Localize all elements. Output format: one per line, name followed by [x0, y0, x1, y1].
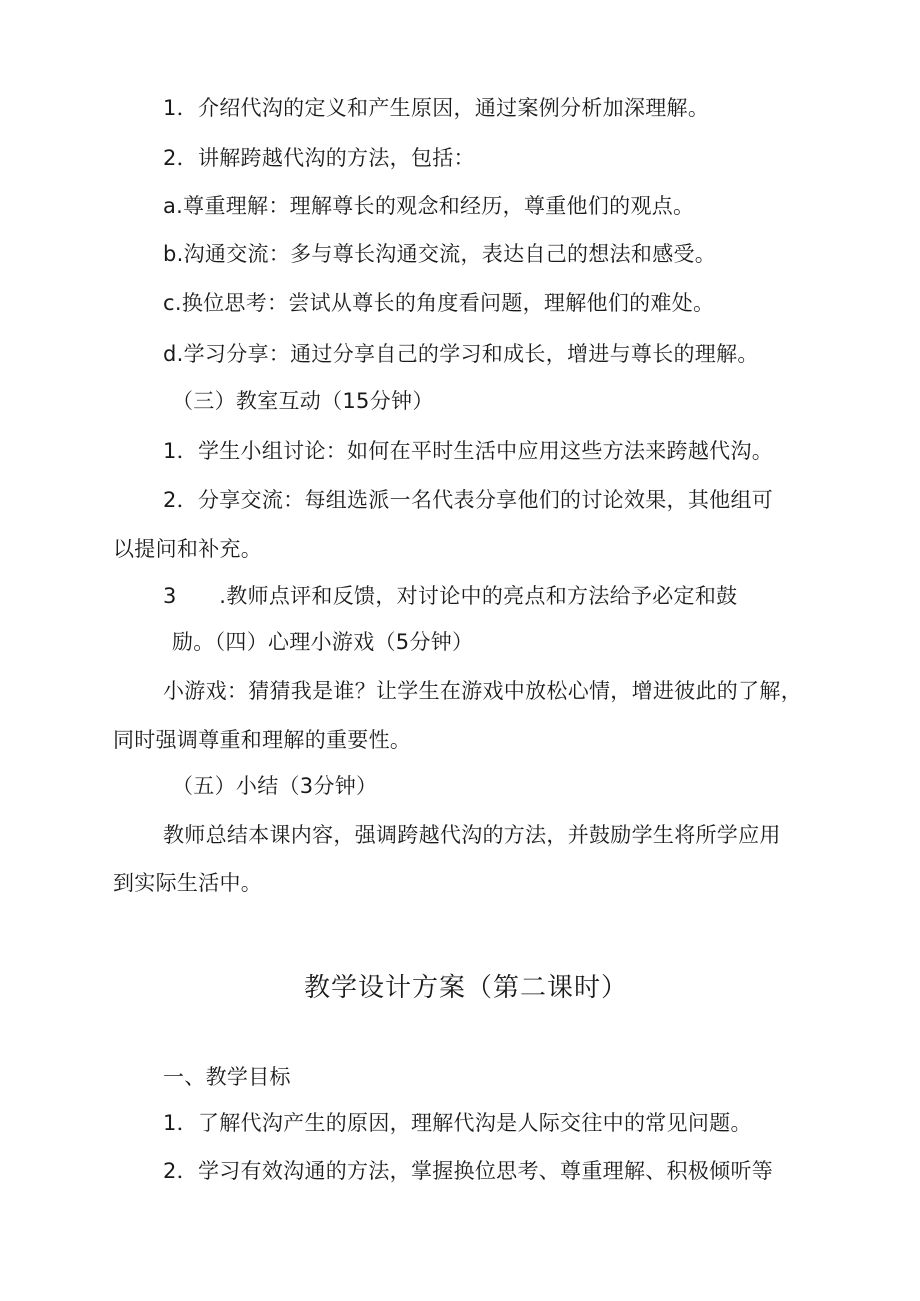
paragraph-line: c.换位思考：尝试从尊长的角度看问题，理解他们的难处。 — [163, 291, 715, 315]
subsection-heading: （三）教室互动（15分钟） — [172, 389, 434, 413]
paragraph-line: b.沟通交流：多与尊长沟通交流，表达自己的想法和感受。 — [163, 242, 717, 266]
paragraph-line: 教师总结本课内容，强调跨越代沟的方法，并鼓励学生将所学应用 — [163, 823, 781, 847]
subsection-heading: 一、教学目标 — [163, 1065, 291, 1089]
paragraph-line: d.学习分享：通过分享自己的学习和成长，增进与尊长的理解。 — [163, 342, 759, 366]
paragraph-line: 励。（四）心理小游戏（5分钟） — [172, 630, 474, 654]
paragraph-line: 1．介绍代沟的定义和产生原因，通过案例分析加深理解。 — [163, 96, 710, 120]
paragraph-line: 2．学习有效沟通的方法，掌握换位思考、尊重理解、积极倾听等 — [163, 1159, 774, 1183]
paragraph-line: 2．分享交流：每组选派一名代表分享他们的讨论效果，其他组可 — [163, 488, 774, 512]
paragraph-line: 1．学生小组讨论：如何在平时生活中应用这些方法来跨越代沟。 — [163, 439, 774, 463]
paragraph-line: 小游戏：猜猜我是谁？让学生在游戏中放松心情，增进彼此的了解， — [163, 679, 802, 703]
paragraph-line: 1．了解代沟产生的原因，理解代沟是人际交往中的常见问题。 — [163, 1111, 752, 1135]
paragraph-line: 同时强调尊重和理解的重要性。 — [113, 728, 412, 752]
paragraph-line: 以提问和补充。 — [113, 537, 263, 561]
subsection-heading: （五）小结（3分钟） — [172, 774, 378, 798]
paragraph-line: 到实际生活中。 — [113, 871, 263, 895]
section-title: 教学设计方案（第二课时） — [304, 973, 629, 1003]
paragraph-line: 2．讲解跨越代沟的方法，包括： — [163, 146, 475, 170]
paragraph-line: 3 .教师点评和反馈，对讨论中的亮点和方法给予必定和鼓 — [163, 584, 738, 608]
paragraph-line: a.尊重理解：理解尊长的观念和经历，尊重他们的观点。 — [163, 194, 695, 218]
